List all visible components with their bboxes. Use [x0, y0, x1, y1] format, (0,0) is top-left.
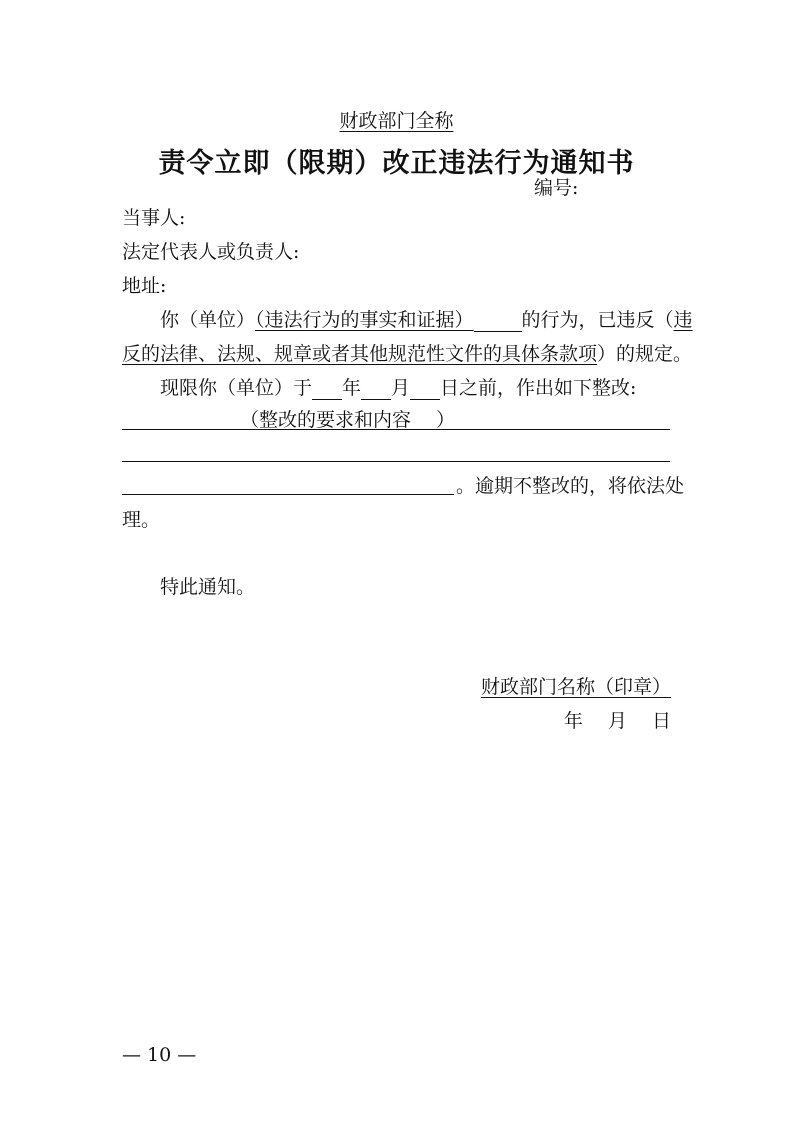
rectification-content-placeholder: （整改的要求和内容 ） [240, 409, 456, 431]
page-number: — 10 — [122, 1044, 197, 1066]
year-blank [312, 379, 342, 400]
representative-field: 法定代表人或负责人: [122, 241, 300, 263]
overdue-warning-end: 理。 [122, 509, 161, 531]
month-blank [361, 379, 391, 400]
violation-mid: 的行为，已违反（ [521, 309, 674, 331]
notice-closing: 特此通知。 [160, 576, 256, 598]
department-name-header [0, 106, 793, 133]
day-blank [410, 379, 440, 400]
paragraph-violation-line2 [122, 342, 692, 366]
deadline-rest: 日之前，作出如下整改: [440, 377, 637, 399]
violation-facts-blank [474, 311, 522, 332]
rectification-line-3 [122, 494, 454, 495]
year-label: 年 [342, 377, 362, 399]
paragraph-violation-line1 [160, 308, 693, 332]
document-number-label: 编号: [534, 177, 579, 199]
violation-facts: （违法行为的事实和证据） [255, 309, 474, 331]
address-field: 地址: [122, 275, 167, 297]
month-label: 月 [391, 377, 411, 399]
rectification-line-1 [122, 429, 670, 430]
signature-department-seal: 财政部门名称（印章） [480, 676, 671, 698]
violated-law-start: 违 [673, 309, 693, 331]
violation-prefix: 你（单位） [160, 309, 256, 331]
department-name: 财政部门全称 [339, 110, 454, 132]
party-field: 当事人: [122, 207, 186, 229]
violation-end: ）的规定。 [597, 343, 693, 365]
violated-law-provisions: 反的法律、法规、规章或者其他规范性文件的具体条款项 [122, 343, 598, 365]
overdue-warning: 。逾期不整改的，将依法处 [456, 475, 685, 497]
paragraph-deadline [160, 376, 636, 400]
rectification-line-2 [122, 461, 670, 462]
deadline-prefix: 现限你（单位）于 [160, 377, 313, 399]
document-title: 责令立即（限期）改正违法行为通知书 [158, 148, 635, 179]
signature-date: 年 月 日 [563, 710, 671, 732]
